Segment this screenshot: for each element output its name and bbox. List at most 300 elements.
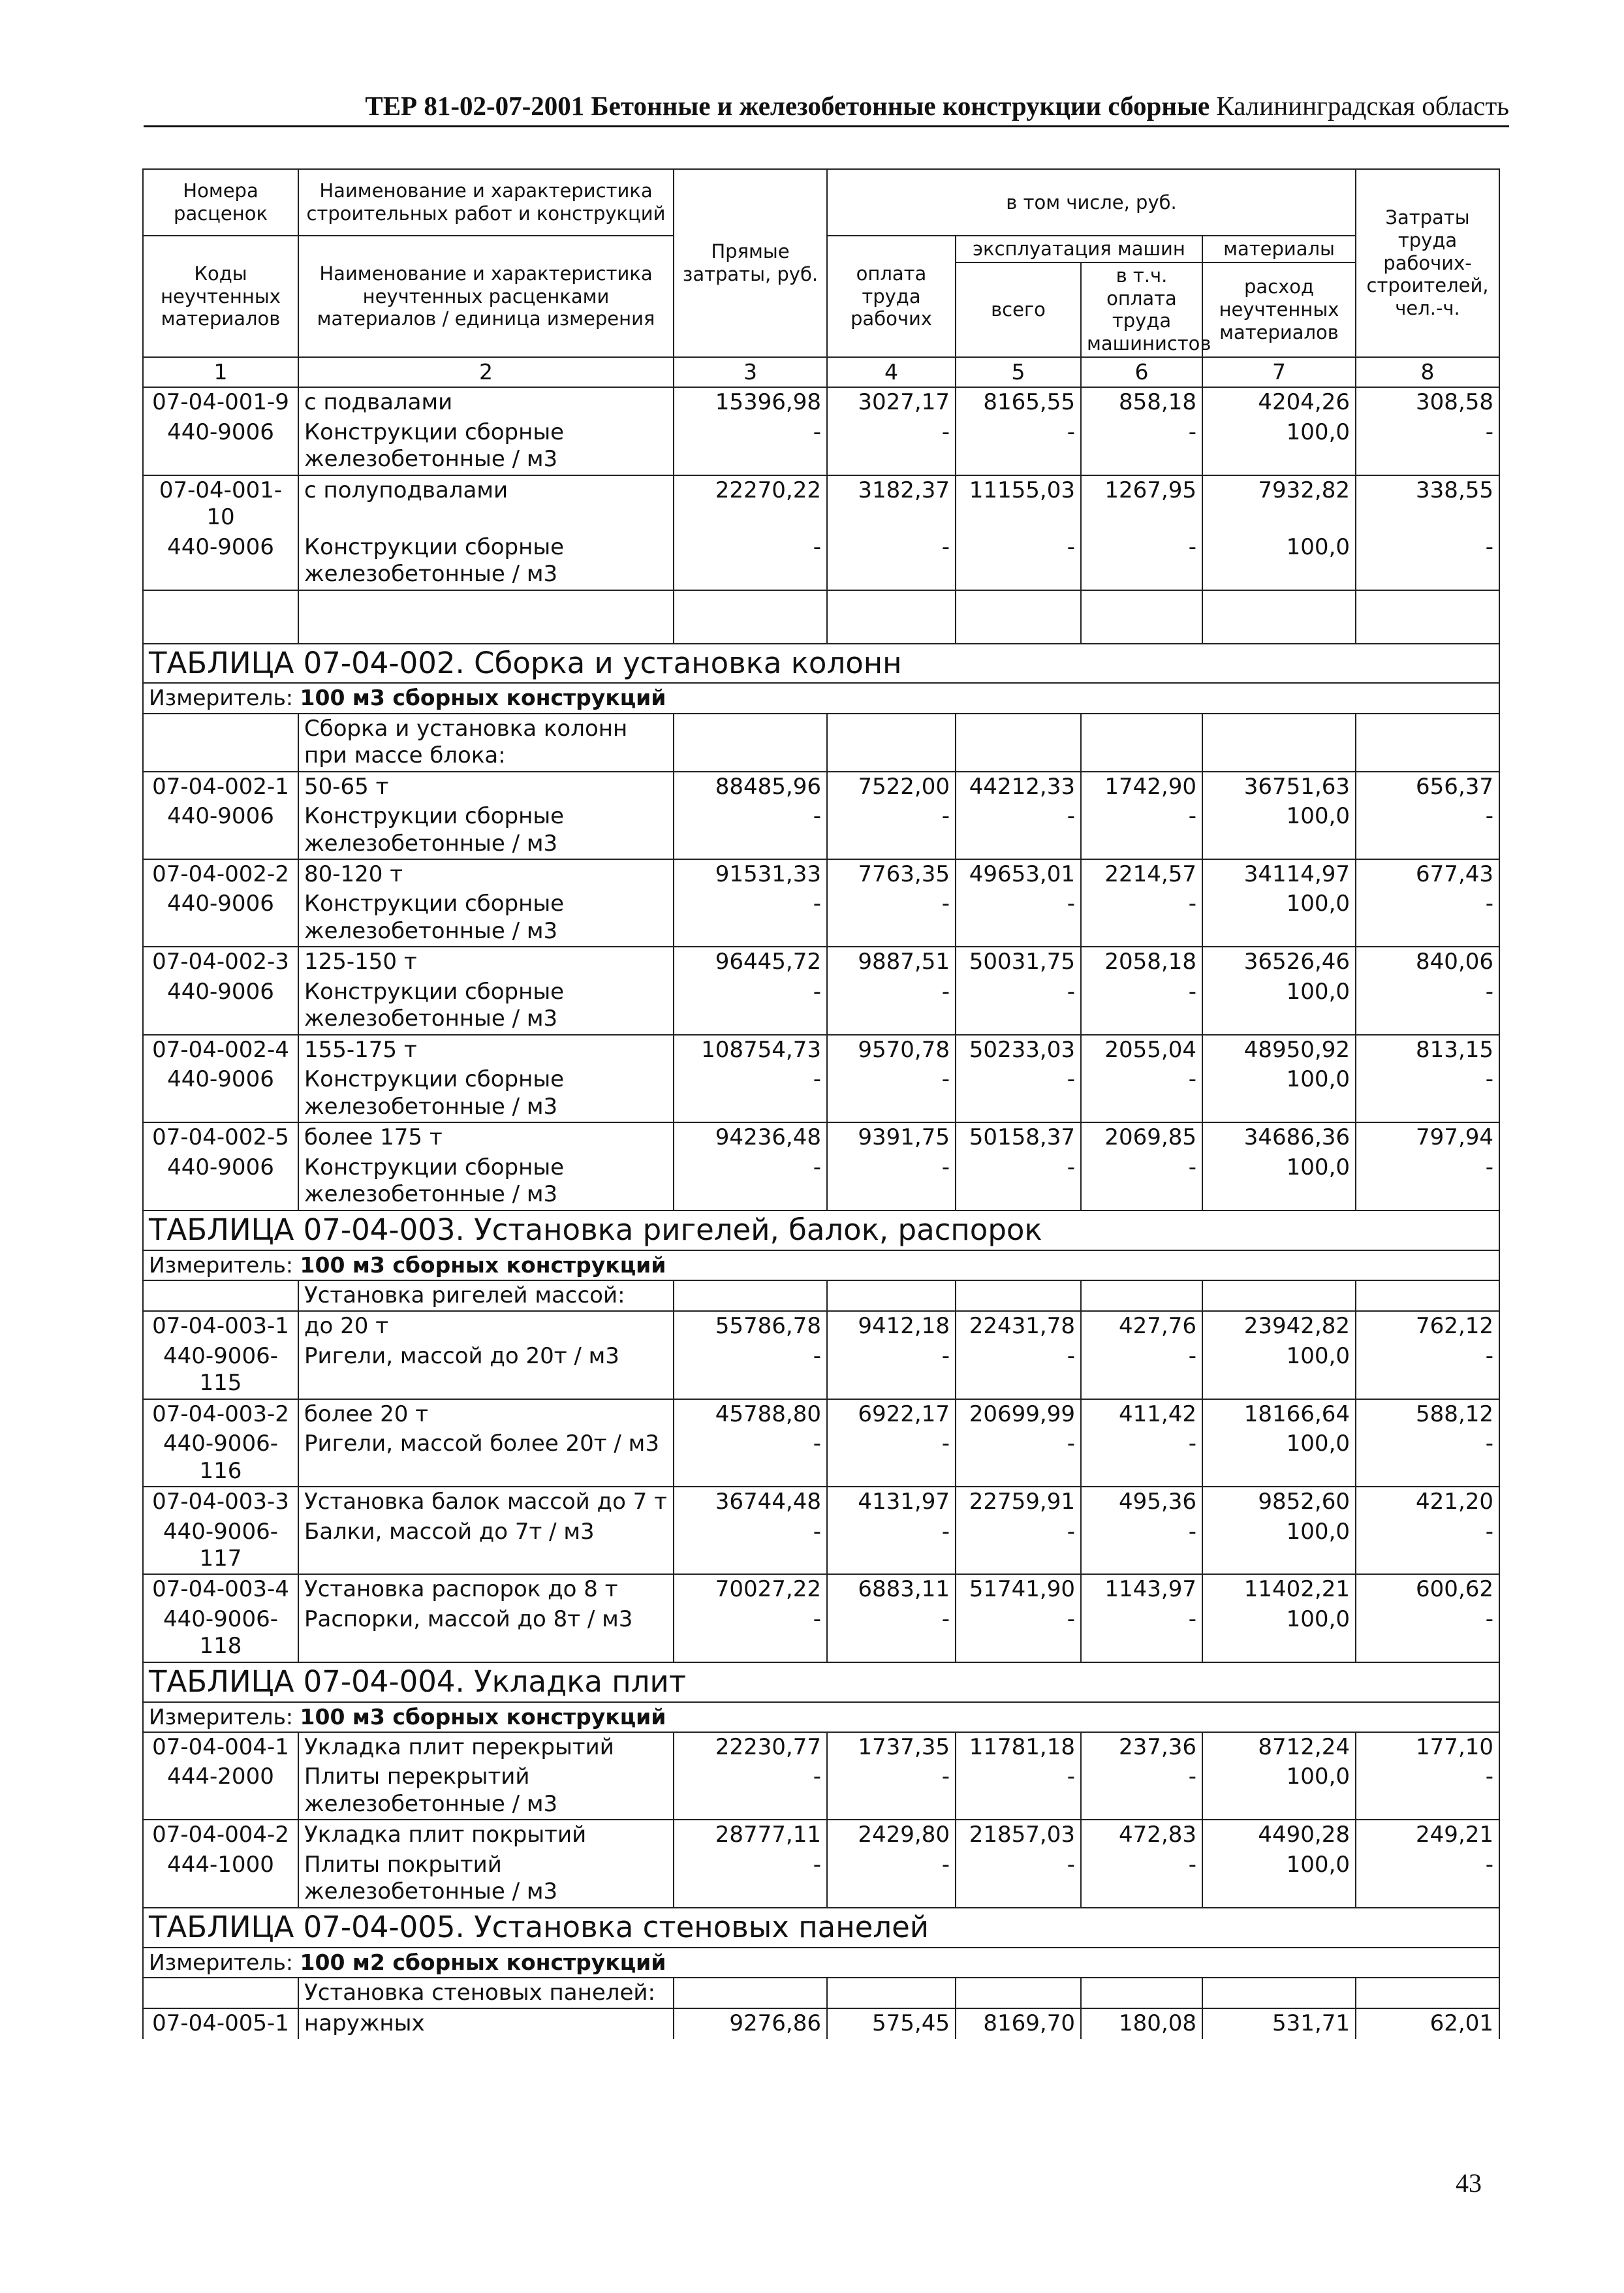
spacer-cell bbox=[956, 590, 1081, 644]
material-value: - bbox=[1356, 977, 1499, 1035]
spacer-cell bbox=[1356, 590, 1499, 644]
table-measure bbox=[143, 1250, 1499, 1280]
rate-value: 70027,22 bbox=[674, 1574, 827, 1604]
material-value: - bbox=[956, 1605, 1081, 1662]
group-code bbox=[143, 1978, 298, 2008]
material-name: Конструкции сборные железобетонные / м3 bbox=[298, 802, 674, 859]
material-value: - bbox=[1356, 1065, 1499, 1122]
material-value: - bbox=[1081, 533, 1202, 590]
rate-value: 2058,18 bbox=[1081, 947, 1202, 977]
rate-value: 495,36 bbox=[1081, 1487, 1202, 1517]
rate-value: 797,94 bbox=[1356, 1122, 1499, 1152]
material-value: 100,0 bbox=[1202, 533, 1356, 590]
material-value: - bbox=[827, 533, 956, 590]
group-label: Установка ригелей массой: bbox=[298, 1280, 674, 1311]
rate-value: 237,36 bbox=[1081, 1732, 1202, 1762]
rate-name: Установка балок массой до 7 т bbox=[298, 1487, 674, 1517]
table-measure bbox=[143, 683, 1499, 713]
material-value: - bbox=[956, 802, 1081, 859]
rate-value: 50158,37 bbox=[956, 1122, 1081, 1152]
rate-value: 600,62 bbox=[1356, 1574, 1499, 1604]
rate-value: 34686,36 bbox=[1202, 1122, 1356, 1152]
rate-value: 28777,11 bbox=[674, 1820, 827, 1850]
group-empty bbox=[827, 714, 956, 772]
rate-row bbox=[143, 859, 1499, 889]
group-empty bbox=[956, 1978, 1081, 2008]
column-header-row-1 bbox=[143, 169, 1499, 236]
rate-value: 421,20 bbox=[1356, 1487, 1499, 1517]
material-value: - bbox=[956, 533, 1081, 590]
material-value: - bbox=[1356, 533, 1499, 590]
material-name: Плиты перекрытий железобетонные / м3 bbox=[298, 1762, 674, 1820]
material-name: Распорки, массой до 8т / м3 bbox=[298, 1605, 674, 1662]
col-material-name-header: Наименование и характеристика неучтенных расценками материалов / единица измерения bbox=[298, 236, 674, 357]
table-title-row bbox=[143, 1210, 1499, 1250]
table-title: ТАБЛИЦА 07-04-002. Сборка и установка колонн bbox=[143, 644, 1499, 684]
measure-label: Измеритель: bbox=[149, 1949, 294, 1975]
material-value: - bbox=[674, 1065, 827, 1122]
material-name: Конструкции сборные железобетонные / м3 bbox=[298, 533, 674, 590]
material-code: 440-9006-116 bbox=[143, 1429, 298, 1487]
material-value: - bbox=[1356, 1605, 1499, 1662]
material-value: - bbox=[827, 418, 956, 475]
spacer-cell bbox=[143, 590, 298, 644]
rate-value: 36751,63 bbox=[1202, 772, 1356, 802]
rate-row bbox=[143, 1399, 1499, 1429]
rate-row bbox=[143, 1035, 1499, 1065]
material-value: - bbox=[956, 1850, 1081, 1908]
col-material-usage-header: расход неучтенных материалов bbox=[1202, 262, 1356, 357]
material-name: Конструкции сборные железобетонные / м3 bbox=[298, 418, 674, 475]
table-measure-row bbox=[143, 1948, 1499, 1978]
rate-name: 125-150 т bbox=[298, 947, 674, 977]
material-row bbox=[143, 1342, 1499, 1399]
material-value: - bbox=[956, 1762, 1081, 1820]
material-value: - bbox=[674, 977, 827, 1035]
table-title-row bbox=[143, 644, 1499, 684]
rate-code: 07-04-003-2 bbox=[143, 1399, 298, 1429]
material-value: - bbox=[1081, 1850, 1202, 1908]
table-title-row bbox=[143, 1662, 1499, 1702]
spacer-cell bbox=[674, 590, 827, 644]
group-row bbox=[143, 1978, 1499, 2008]
rate-value: 45788,80 bbox=[674, 1399, 827, 1429]
material-name: Ригели, массой до 20т / м3 bbox=[298, 1342, 674, 1399]
rate-value: 472,83 bbox=[1081, 1820, 1202, 1850]
rate-value: 108754,73 bbox=[674, 1035, 827, 1065]
rate-code: 07-04-004-1 bbox=[143, 1732, 298, 1762]
rate-value: 88485,96 bbox=[674, 772, 827, 802]
rate-code: 07-04-002-1 bbox=[143, 772, 298, 802]
material-code: 440-9006 bbox=[143, 889, 298, 947]
column-number: 6 bbox=[1081, 357, 1202, 387]
material-value: - bbox=[827, 1850, 956, 1908]
rate-value: 36744,48 bbox=[674, 1487, 827, 1517]
material-value: - bbox=[1356, 1517, 1499, 1575]
rate-value: 62,01 bbox=[1356, 2008, 1499, 2038]
material-code: 440-9006-118 bbox=[143, 1605, 298, 1662]
table-measure-row bbox=[143, 1702, 1499, 1732]
rate-value: 308,58 bbox=[1356, 387, 1499, 417]
rate-value: 11781,18 bbox=[956, 1732, 1081, 1762]
column-number: 3 bbox=[674, 357, 827, 387]
table-title: ТАБЛИЦА 07-04-003. Установка ригелей, балок, распорок bbox=[143, 1210, 1499, 1250]
material-value: - bbox=[1356, 1762, 1499, 1820]
group-row bbox=[143, 1280, 1499, 1311]
column-number: 2 bbox=[298, 357, 674, 387]
rate-name: Укладка плит покрытий bbox=[298, 1820, 674, 1850]
material-value: - bbox=[674, 1153, 827, 1210]
rate-code: 07-04-002-4 bbox=[143, 1035, 298, 1065]
rates-table bbox=[142, 168, 1500, 2039]
rate-value: 11402,21 bbox=[1202, 1574, 1356, 1604]
material-value: - bbox=[827, 1342, 956, 1399]
rate-row bbox=[143, 1732, 1499, 1762]
group-empty bbox=[1356, 1280, 1499, 1311]
rate-value: 8165,55 bbox=[956, 387, 1081, 417]
material-value: 100,0 bbox=[1202, 802, 1356, 859]
material-row bbox=[143, 1065, 1499, 1122]
material-value: - bbox=[1081, 977, 1202, 1035]
col-machines-header: эксплуатация машин bbox=[956, 236, 1202, 262]
page-header bbox=[144, 90, 1509, 121]
group-empty bbox=[956, 714, 1081, 772]
rate-value: 2429,80 bbox=[827, 1820, 956, 1850]
material-value: 100,0 bbox=[1202, 1517, 1356, 1575]
material-value: - bbox=[956, 889, 1081, 947]
rate-value: 34114,97 bbox=[1202, 859, 1356, 889]
material-value: - bbox=[827, 1517, 956, 1575]
material-value: 100,0 bbox=[1202, 977, 1356, 1035]
material-value: - bbox=[827, 1429, 956, 1487]
material-value: - bbox=[1081, 418, 1202, 475]
rate-value: 762,12 bbox=[1356, 1311, 1499, 1341]
table-measure bbox=[143, 1948, 1499, 1978]
group-empty bbox=[674, 1978, 827, 2008]
rate-code: 07-04-004-2 bbox=[143, 1820, 298, 1850]
material-value: - bbox=[674, 1517, 827, 1575]
rate-value: 1267,95 bbox=[1081, 475, 1202, 533]
col-codes-header: Номера расценок bbox=[143, 169, 298, 236]
header-title: ТЕР 81-02-07-2001 Бетонные и железобетонные конструкции сборные bbox=[365, 91, 1210, 121]
rate-value: 49653,01 bbox=[956, 859, 1081, 889]
material-value: - bbox=[1356, 1342, 1499, 1399]
col-materials-header: материалы bbox=[1202, 236, 1356, 262]
rate-value: 7763,35 bbox=[827, 859, 956, 889]
group-empty bbox=[1081, 1978, 1202, 2008]
rate-value: 7522,00 bbox=[827, 772, 956, 802]
material-name: Конструкции сборные железобетонные / м3 bbox=[298, 889, 674, 947]
column-number: 5 bbox=[956, 357, 1081, 387]
material-value: - bbox=[827, 1605, 956, 1662]
rate-value: 9852,60 bbox=[1202, 1487, 1356, 1517]
rate-name: 155-175 т bbox=[298, 1035, 674, 1065]
col-direct-cost-header: Прямые затраты, руб. bbox=[674, 169, 827, 357]
material-row bbox=[143, 977, 1499, 1035]
material-code: 444-1000 bbox=[143, 1850, 298, 1908]
col-machines-total-header: всего bbox=[956, 262, 1081, 357]
rate-name: с полуподвалами bbox=[298, 475, 674, 533]
material-name: Конструкции сборные железобетонные / м3 bbox=[298, 1065, 674, 1122]
material-code: 440-9006 bbox=[143, 977, 298, 1035]
material-value: - bbox=[1081, 1429, 1202, 1487]
group-empty bbox=[674, 714, 827, 772]
rate-value: 22431,78 bbox=[956, 1311, 1081, 1341]
table-title: ТАБЛИЦА 07-04-004. Укладка плит bbox=[143, 1662, 1499, 1702]
material-value: 100,0 bbox=[1202, 1065, 1356, 1122]
rate-value: 55786,78 bbox=[674, 1311, 827, 1341]
rate-code: 07-04-003-1 bbox=[143, 1311, 298, 1341]
rate-value: 6883,11 bbox=[827, 1574, 956, 1604]
rate-value: 249,21 bbox=[1356, 1820, 1499, 1850]
rate-value: 3027,17 bbox=[827, 387, 956, 417]
material-value: 100,0 bbox=[1202, 1762, 1356, 1820]
header-rule bbox=[144, 125, 1509, 127]
rate-value: 2069,85 bbox=[1081, 1122, 1202, 1152]
rate-value: 2214,57 bbox=[1081, 859, 1202, 889]
col-worker-pay-header: оплата труда рабочих bbox=[827, 236, 956, 357]
rate-value: 9570,78 bbox=[827, 1035, 956, 1065]
material-value: - bbox=[674, 1429, 827, 1487]
material-value: - bbox=[1081, 1342, 1202, 1399]
material-value: - bbox=[674, 418, 827, 475]
rate-value: 4490,28 bbox=[1202, 1820, 1356, 1850]
spacer-cell bbox=[298, 590, 674, 644]
group-empty bbox=[956, 1280, 1081, 1311]
rate-value: 20699,99 bbox=[956, 1399, 1081, 1429]
col-operator-pay-header: в т.ч. оплата труда машинистов bbox=[1081, 262, 1202, 357]
rate-name: наружных bbox=[298, 2008, 674, 2038]
material-code: 444-2000 bbox=[143, 1762, 298, 1820]
rate-value: 6922,17 bbox=[827, 1399, 956, 1429]
material-name: Плиты покрытий железобетонные / м3 bbox=[298, 1850, 674, 1908]
spacer-cell bbox=[1202, 590, 1356, 644]
rate-value: 50031,75 bbox=[956, 947, 1081, 977]
col-including-header: в том числе, руб. bbox=[827, 169, 1356, 236]
material-value: - bbox=[956, 1429, 1081, 1487]
group-empty bbox=[1356, 714, 1499, 772]
material-value: - bbox=[674, 1850, 827, 1908]
rate-name: более 175 т bbox=[298, 1122, 674, 1152]
material-value: - bbox=[827, 889, 956, 947]
rate-value: 18166,64 bbox=[1202, 1399, 1356, 1429]
rate-name: Установка распорок до 8 т bbox=[298, 1574, 674, 1604]
rate-code: 07-04-003-3 bbox=[143, 1487, 298, 1517]
material-code: 440-9006 bbox=[143, 533, 298, 590]
rate-code: 07-04-003-4 bbox=[143, 1574, 298, 1604]
rate-name: 50-65 т bbox=[298, 772, 674, 802]
rate-row bbox=[143, 1122, 1499, 1152]
rate-value: 22270,22 bbox=[674, 475, 827, 533]
rate-value: 1742,90 bbox=[1081, 772, 1202, 802]
rate-row bbox=[143, 2008, 1499, 2038]
rate-value: 4204,26 bbox=[1202, 387, 1356, 417]
rate-value: 51741,90 bbox=[956, 1574, 1081, 1604]
rate-row bbox=[143, 387, 1499, 417]
column-number-row bbox=[143, 357, 1499, 387]
material-value: - bbox=[674, 889, 827, 947]
rate-value: 575,45 bbox=[827, 2008, 956, 2038]
material-row bbox=[143, 1605, 1499, 1662]
material-code: 440-9006 bbox=[143, 802, 298, 859]
material-value: 100,0 bbox=[1202, 1605, 1356, 1662]
material-value: - bbox=[827, 1065, 956, 1122]
rate-name: до 20 т bbox=[298, 1311, 674, 1341]
rate-value: 21857,03 bbox=[956, 1820, 1081, 1850]
group-row bbox=[143, 714, 1499, 772]
rate-value: 338,55 bbox=[1356, 475, 1499, 533]
material-row bbox=[143, 802, 1499, 859]
rate-row bbox=[143, 475, 1499, 533]
rate-row bbox=[143, 1311, 1499, 1341]
rate-value: 588,12 bbox=[1356, 1399, 1499, 1429]
rate-row bbox=[143, 1574, 1499, 1604]
material-name: Балки, массой до 7т / м3 bbox=[298, 1517, 674, 1575]
rate-value: 9887,51 bbox=[827, 947, 956, 977]
material-row bbox=[143, 1850, 1499, 1908]
rate-row bbox=[143, 1487, 1499, 1517]
rate-value: 22759,91 bbox=[956, 1487, 1081, 1517]
table-title-row bbox=[143, 1908, 1499, 1948]
rate-value: 96445,72 bbox=[674, 947, 827, 977]
material-value: - bbox=[956, 977, 1081, 1035]
col-labor-header: Затраты труда рабочих-строителей, чел.-ч. bbox=[1356, 169, 1499, 357]
rate-value: 8712,24 bbox=[1202, 1732, 1356, 1762]
rate-value: 427,76 bbox=[1081, 1311, 1202, 1341]
rate-code: 07-04-002-5 bbox=[143, 1122, 298, 1152]
spacer-row bbox=[143, 590, 1499, 644]
header-region: Калининградская область bbox=[1216, 91, 1509, 121]
measure-value: 100 м2 сборных конструкций bbox=[300, 1949, 666, 1975]
material-value: - bbox=[956, 1517, 1081, 1575]
material-code: 440-9006-115 bbox=[143, 1342, 298, 1399]
rate-row bbox=[143, 1820, 1499, 1850]
rate-value: 23942,82 bbox=[1202, 1311, 1356, 1341]
material-value: 100,0 bbox=[1202, 1850, 1356, 1908]
measure-value: 100 м3 сборных конструкций bbox=[300, 1703, 666, 1730]
material-value: 100,0 bbox=[1202, 1429, 1356, 1487]
group-empty bbox=[827, 1978, 956, 2008]
measure-label: Измеритель: bbox=[149, 1252, 294, 1278]
group-label: Сборка и установка колонн при массе блока: bbox=[298, 714, 674, 772]
rate-value: 180,08 bbox=[1081, 2008, 1202, 2038]
rate-value: 531,71 bbox=[1202, 2008, 1356, 2038]
material-value: - bbox=[1356, 802, 1499, 859]
material-row bbox=[143, 1762, 1499, 1820]
rate-code: 07-04-002-2 bbox=[143, 859, 298, 889]
page-number: 43 bbox=[1456, 2168, 1482, 2198]
material-value: - bbox=[1081, 1605, 1202, 1662]
material-value: - bbox=[1081, 889, 1202, 947]
material-value: - bbox=[956, 1065, 1081, 1122]
rate-name: 80-120 т bbox=[298, 859, 674, 889]
rate-value: 411,42 bbox=[1081, 1399, 1202, 1429]
rate-code: 07-04-002-3 bbox=[143, 947, 298, 977]
material-name: Ригели, массой более 20т / м3 bbox=[298, 1429, 674, 1487]
material-value: 100,0 bbox=[1202, 889, 1356, 947]
rate-code: 07-04-001-10 bbox=[143, 475, 298, 533]
rate-value: 177,10 bbox=[1356, 1732, 1499, 1762]
material-value: 100,0 bbox=[1202, 418, 1356, 475]
rate-row bbox=[143, 947, 1499, 977]
material-code: 440-9006 bbox=[143, 1065, 298, 1122]
rate-value: 1143,97 bbox=[1081, 1574, 1202, 1604]
material-row bbox=[143, 533, 1499, 590]
rate-value: 3182,37 bbox=[827, 475, 956, 533]
rate-value: 9412,18 bbox=[827, 1311, 956, 1341]
material-row bbox=[143, 418, 1499, 475]
rate-row bbox=[143, 772, 1499, 802]
spacer-cell bbox=[1081, 590, 1202, 644]
rate-value: 36526,46 bbox=[1202, 947, 1356, 977]
column-number: 4 bbox=[827, 357, 956, 387]
group-label: Установка стеновых панелей: bbox=[298, 1978, 674, 2008]
rate-value: 48950,92 bbox=[1202, 1035, 1356, 1065]
group-code bbox=[143, 714, 298, 772]
material-value: - bbox=[1356, 889, 1499, 947]
material-value: - bbox=[956, 418, 1081, 475]
group-empty bbox=[674, 1280, 827, 1311]
rate-code: 07-04-005-1 bbox=[143, 2008, 298, 2038]
rate-value: 44212,33 bbox=[956, 772, 1081, 802]
rate-value: 11155,03 bbox=[956, 475, 1081, 533]
rate-value: 4131,97 bbox=[827, 1487, 956, 1517]
group-empty bbox=[1202, 1978, 1356, 2008]
material-value: - bbox=[1081, 1153, 1202, 1210]
col-name-header: Наименование и характеристика строительных работ и конструкций bbox=[298, 169, 674, 236]
group-empty bbox=[1081, 714, 1202, 772]
rate-value: 1737,35 bbox=[827, 1732, 956, 1762]
material-name: Конструкции сборные железобетонные / м3 bbox=[298, 977, 674, 1035]
rate-value: 677,43 bbox=[1356, 859, 1499, 889]
rate-code: 07-04-001-9 bbox=[143, 387, 298, 417]
group-empty bbox=[827, 1280, 956, 1311]
material-value: - bbox=[827, 1153, 956, 1210]
spacer-cell bbox=[827, 590, 956, 644]
material-value: 100,0 bbox=[1202, 1342, 1356, 1399]
rate-value: 22230,77 bbox=[674, 1732, 827, 1762]
rate-value: 94236,48 bbox=[674, 1122, 827, 1152]
group-empty bbox=[1202, 1280, 1356, 1311]
material-value: - bbox=[674, 1342, 827, 1399]
material-value: - bbox=[674, 1762, 827, 1820]
material-value: - bbox=[827, 1762, 956, 1820]
material-value: - bbox=[1081, 1517, 1202, 1575]
rate-value: 9276,86 bbox=[674, 2008, 827, 2038]
rate-value: 50233,03 bbox=[956, 1035, 1081, 1065]
material-value: - bbox=[1356, 1850, 1499, 1908]
material-value: - bbox=[674, 802, 827, 859]
material-name: Конструкции сборные железобетонные / м3 bbox=[298, 1153, 674, 1210]
rate-name: Укладка плит перекрытий bbox=[298, 1732, 674, 1762]
measure-value: 100 м3 сборных конструкций bbox=[300, 685, 666, 711]
table-measure bbox=[143, 1702, 1499, 1732]
material-code: 440-9006 bbox=[143, 418, 298, 475]
rate-value: 813,15 bbox=[1356, 1035, 1499, 1065]
col-material-codes-header: Коды неучтенных материалов bbox=[143, 236, 298, 357]
table-measure-row bbox=[143, 683, 1499, 713]
material-value: - bbox=[1356, 418, 1499, 475]
group-code bbox=[143, 1280, 298, 1311]
material-code: 440-9006 bbox=[143, 1153, 298, 1210]
material-row bbox=[143, 1517, 1499, 1575]
material-value: - bbox=[674, 1605, 827, 1662]
material-value: - bbox=[674, 533, 827, 590]
rate-name: с подвалами bbox=[298, 387, 674, 417]
table-measure-row bbox=[143, 1250, 1499, 1280]
material-value: - bbox=[1081, 802, 1202, 859]
material-value: - bbox=[827, 977, 956, 1035]
